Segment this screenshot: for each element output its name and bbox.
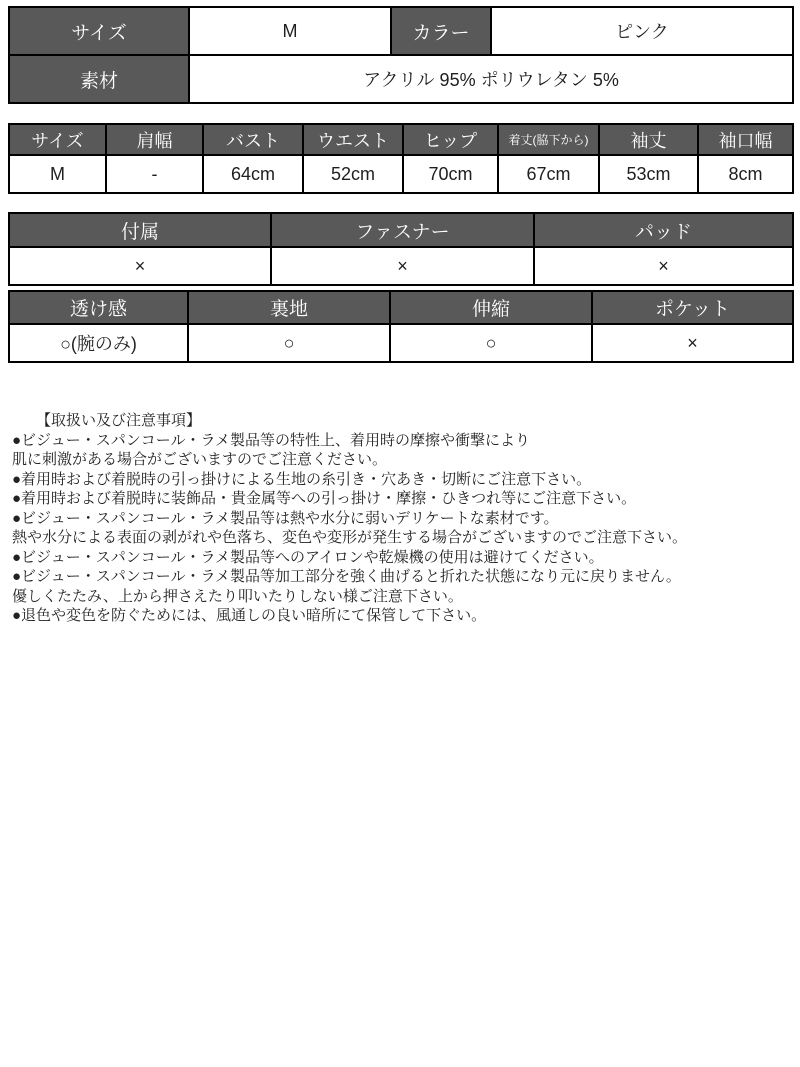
col-waist: ウエスト <box>303 124 403 155</box>
care-note-line: 肌に刺激がある場合がございますのでご注意ください。 <box>12 451 388 468</box>
measurement-header-row <box>9 124 793 155</box>
measurement-table <box>8 123 794 194</box>
care-note-line: ●ビジュー・スパンコール・ラメ製品等加工部分を強く曲げると折れた状態になり元に戻りません。 <box>12 568 681 585</box>
value-pad: × <box>534 247 793 285</box>
spec-table <box>8 6 794 104</box>
value-sheerness: ○(腕のみ) <box>9 324 188 362</box>
feature-table-accessories <box>8 212 794 286</box>
care-notes-title: 【取扱い及び注意事項】 <box>36 412 202 429</box>
feature2-value-row <box>9 324 793 362</box>
col-accessory: 付属 <box>9 213 271 247</box>
col-fastener: ファスナー <box>271 213 534 247</box>
care-note-line: ●ビジュー・スパンコール・ラメ製品等は熱や水分に弱いデリケートな素材です。 <box>12 509 559 527</box>
feature1-value-row <box>9 247 793 285</box>
care-note-line: ●着用時および着脱時に装飾品・貴金属等への引っ掛け・摩擦・ひきつれ等にご注意下さい。 <box>12 490 637 507</box>
col-lining: 裏地 <box>188 291 390 324</box>
value-size: M <box>9 155 106 193</box>
value-hip: 70cm <box>403 155 498 193</box>
value-shoulder-width: - <box>106 155 203 193</box>
care-note-line: ●退色や変色を防ぐためには、風通しの良い暗所にて保管して下さい。 <box>12 607 487 624</box>
measurement-value-row <box>9 155 793 193</box>
value-waist: 52cm <box>303 155 403 193</box>
col-size: サイズ <box>9 124 106 155</box>
col-bust: バスト <box>203 124 303 155</box>
value-accessory: × <box>9 247 271 285</box>
care-notes-section <box>0 411 800 626</box>
col-sleeve-length: 袖丈 <box>599 124 698 155</box>
value-pocket: × <box>592 324 793 362</box>
feature2-header-row <box>9 291 793 324</box>
value-bust: 64cm <box>203 155 303 193</box>
spec-row-material <box>9 55 793 103</box>
color-value: ピンク <box>491 7 793 55</box>
col-pad: パッド <box>534 213 793 247</box>
care-note-line: ●ビジュー・スパンコール・ラメ製品等の特性上、着用時の摩擦や衝撃により <box>12 431 531 449</box>
feature1-header-row <box>9 213 793 247</box>
care-note-line: ●着用時および着脱時の引っ掛けによる生地の糸引き・穴あき・切断にご注意下さい。 <box>12 470 592 488</box>
care-note-line: ●ビジュー・スパンコール・ラメ製品等へのアイロンや乾燥機の使用は避けてください。 <box>12 548 604 566</box>
material-label: 素材 <box>9 55 189 103</box>
value-cuff-width: 8cm <box>698 155 793 193</box>
value-fastener: × <box>271 247 534 285</box>
value-stretch: ○ <box>390 324 592 362</box>
col-pocket: ポケット <box>592 291 793 324</box>
size-value: M <box>189 7 391 55</box>
feature-table-fabric <box>8 290 794 363</box>
spec-row-size-color <box>9 7 793 55</box>
care-note-line: 優しくたたみ、上から押さえたり叩いたりしない様ご注意下さい。 <box>12 587 463 605</box>
col-sheerness: 透け感 <box>9 291 188 324</box>
col-shoulder-width: 肩幅 <box>106 124 203 155</box>
color-label: カラー <box>391 7 491 55</box>
value-length-from-underarm: 67cm <box>498 155 599 193</box>
size-label: サイズ <box>9 7 189 55</box>
col-length-from-underarm: 着丈(脇下から) <box>498 124 599 155</box>
material-value: アクリル 95% ポリウレタン 5% <box>189 55 793 103</box>
care-note-line: 熱や水分による表面の剥がれや色落ち、変色や変形が発生する場合がございますのでご注意下さい。 <box>12 529 688 546</box>
col-cuff-width: 袖口幅 <box>698 124 793 155</box>
col-stretch: 伸縮 <box>390 291 592 324</box>
col-hip: ヒップ <box>403 124 498 155</box>
value-sleeve-length: 53cm <box>599 155 698 193</box>
value-lining: ○ <box>188 324 390 362</box>
